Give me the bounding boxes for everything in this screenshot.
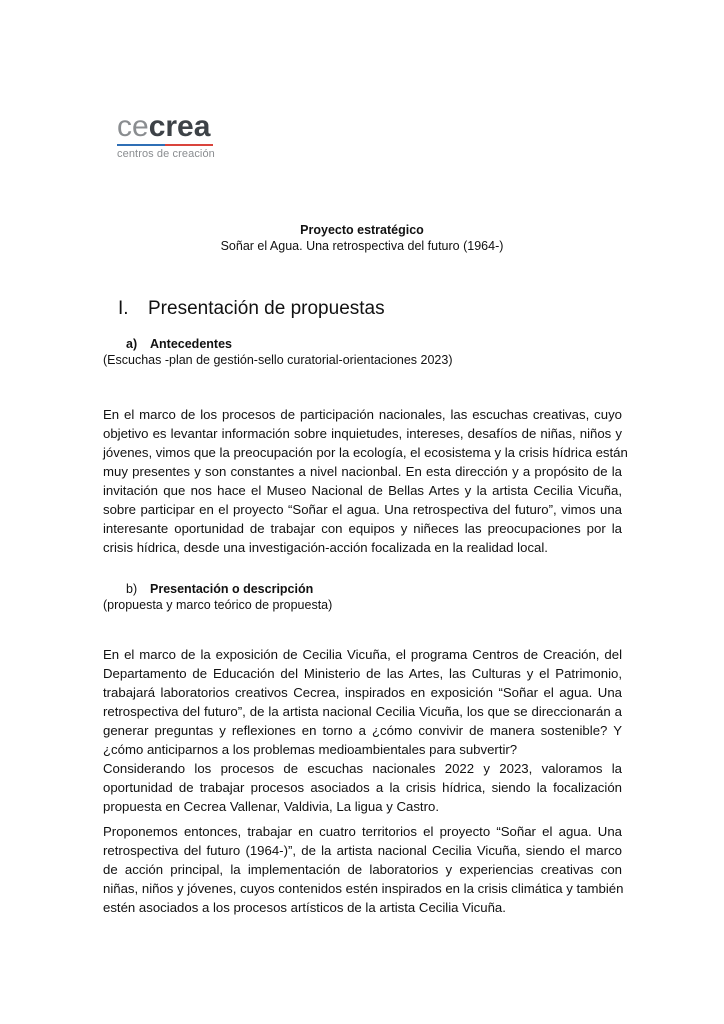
text-line: crisis hídrica, desde una investigación-acción focalizada en la realidad local. [103, 540, 548, 555]
text-line: muy presentes y son constantes a nivel nacionbal. En esta dirección y a propósito de la [103, 464, 622, 479]
text-line: sobre participar en el proyecto “Soñar el agua. Una retrospectiva del futuro”, vimos una [103, 502, 622, 517]
text-line: Considerando los procesos de escuchas nacionales 2022 y 2023, valoramos la [103, 761, 622, 776]
text-line: propuesta en Cecrea Vallenar, Valdivia, La ligua y Castro. [103, 799, 439, 814]
text-line: invitación que nos hace el Museo Nacional de Bellas Artes y la artista Cecilia Vicuña, [103, 483, 622, 498]
text-line: jóvenes, vimos que la preocupación por la ecología, el ecosistema y la crisis hídrica están [103, 445, 628, 460]
text-line: Proponemos entonces, trabajar en cuatro territorios el proyecto “Soñar el agua. Una [103, 824, 622, 839]
text-line: objetivo es levantar información sobre inquietudes, intereses, desafíos de niñas, niños y [103, 426, 622, 441]
section-title: Presentación de propuestas [148, 298, 385, 319]
text-line: retrospectiva del futuro”, de la artista nacional Cecilia Vicuña, los que se direccionarán a [103, 704, 622, 719]
subsection-note-a: (Escuchas -plan de gestión-sello curatorial-orientaciones 2023) [103, 353, 453, 367]
subsection-title: Antecedentes [150, 337, 232, 351]
text-line: generar preguntas y reflexiones en torno a ¿cómo convivir de manera sostenible? Y [103, 723, 622, 738]
paragraph-descripcion-1 [103, 645, 622, 816]
text-line: retrospectiva del futuro (1964-)”, de la artista nacional Cecilia Vicuña, siendo el marco [103, 843, 622, 858]
paragraph-descripcion-2 [103, 822, 622, 917]
text-line: niñas, niños y jóvenes, cuyos contenidos estén inspirados en la crisis climática y también [103, 881, 624, 896]
text-line: ¿cómo anticiparnos a los problemas medioambientales para subvertir? [103, 742, 518, 757]
subsection-label: b) [126, 582, 138, 596]
subsection-label: a) [126, 337, 138, 351]
logo-wordmark [117, 112, 217, 142]
subsection-note-b: (propuesta y marco teórico de propuesta) [103, 598, 333, 612]
cecrea-logo [117, 112, 217, 160]
subsection-heading-a [126, 337, 232, 351]
logo-underline [117, 144, 213, 146]
text-line: oportunidad de trabajar procesos asociados a la crisis hídrica, siendo la focalización [103, 780, 622, 795]
section-number: I. [118, 298, 129, 319]
subsection-heading-b [126, 582, 313, 596]
document-subtitle: Soñar el Agua. Una retrospectiva del futuro (1964-) [220, 239, 504, 253]
text-line: interesante oportunidad de trabajar con equipos y niñeces las preocupaciones por la [103, 521, 622, 536]
text-line: Departamento de Educación del Ministerio de las Artes, las Culturas y el Patrimonio, [103, 666, 622, 681]
logo-part-ce: ce [117, 110, 149, 143]
logo-subtitle: centros de creación [117, 148, 215, 160]
logo-part-crea: crea [148, 110, 211, 143]
text-line: de acción principal, la implementación de laboratorios y experiencias creativas con [103, 862, 622, 877]
subsection-title: Presentación o descripción [150, 582, 314, 596]
text-line: En el marco de los procesos de participación nacionales, las escuchas creativas, cuyo [103, 407, 622, 422]
text-line: trabajará laboratorios creativos Cecrea, inspirados en exposición “Soñar el agua. Una [103, 685, 622, 700]
document-title: Proyecto estratégico [300, 223, 424, 237]
document-header [0, 222, 724, 254]
section-heading-1 [118, 298, 385, 320]
paragraph-antecedentes [103, 405, 628, 557]
text-line: estén asociados a los procesos artísticos de la artista Cecilia Vicuña. [103, 900, 506, 915]
text-line: En el marco de la exposición de Cecilia Vicuña, el programa Centros de Creación, del [103, 647, 622, 662]
